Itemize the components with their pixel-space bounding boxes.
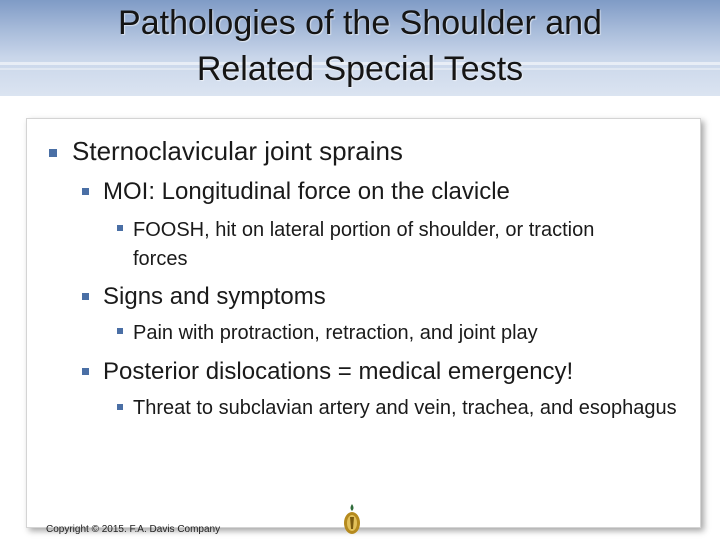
bullet-level-2: Posterior dislocations = medical emergency! <box>103 358 574 385</box>
bullet-level-1: Sternoclavicular joint sprains <box>72 136 403 166</box>
square-bullet-icon <box>117 328 123 334</box>
bullet-level-2: MOI: Longitudinal force on the clavicle <box>103 178 510 205</box>
slide-title-line-1: Pathologies of the Shoulder and <box>118 4 602 42</box>
bullet-level-3: Pain with protraction, retraction, and joint play <box>133 322 538 344</box>
square-bullet-icon <box>49 149 57 157</box>
square-bullet-icon <box>82 293 89 300</box>
slide-title-line-2: Related Special Tests <box>196 50 524 88</box>
square-bullet-icon <box>82 368 89 375</box>
square-bullet-icon <box>82 188 89 195</box>
square-bullet-icon <box>117 225 123 231</box>
bullet-level-2: Signs and symptoms <box>103 283 326 310</box>
bullet-level-3: Threat to subclavian artery and vein, trachea, and esophagus <box>133 397 677 419</box>
title-band <box>0 0 720 96</box>
square-bullet-icon <box>117 404 123 410</box>
slide-title <box>0 0 720 92</box>
bullet-level-3: FOOSH, hit on lateral portion of shoulder, or traction forces <box>133 219 595 270</box>
fa-davis-logo-icon <box>338 503 366 537</box>
copyright-text: Copyright © 2015. F.A. Davis Company <box>46 524 221 535</box>
